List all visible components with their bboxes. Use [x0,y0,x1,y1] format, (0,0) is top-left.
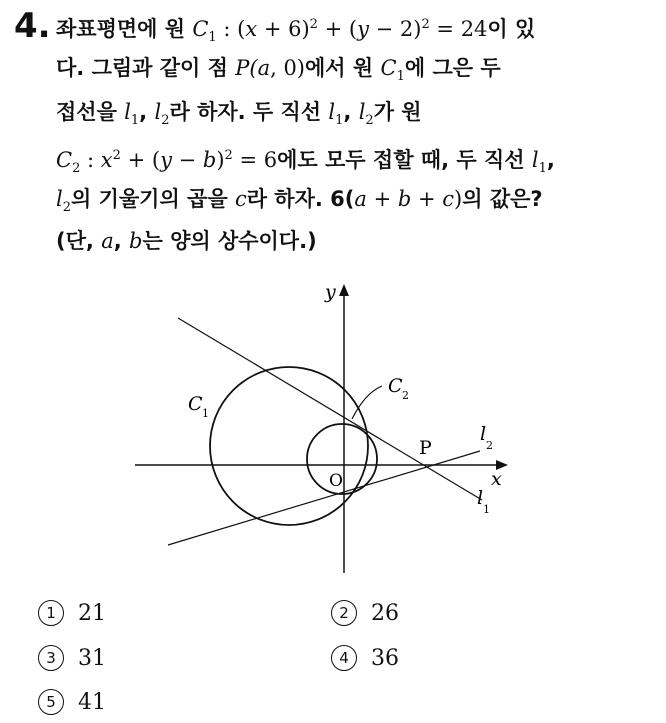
question-line-4: $C_2$ : $x^2 + (y - b)^2 = 6$에도 모두 접할 때, 두 직선 $l_1$, [56,148,555,177]
choice-4[interactable] [331,645,399,671]
choice-5-value: 41 [78,690,106,715]
choice-2[interactable] [331,600,399,626]
c2-label: C [388,375,403,397]
point-p-label: P [419,437,432,459]
question-line-1: 좌표평면에 원 $C_1$ : $(x + 6)^2 + (y - 2)^2 = 24$이 있 [56,17,536,46]
choice-3-mark: 3 [38,645,64,671]
choice-5-mark: 5 [38,689,64,715]
c1-label-sub: 1 [202,407,209,420]
choice-3-value: 31 [78,646,106,671]
question-line-2: 다. 그림과 같이 점 P(a, 0)에서 원 $C_1$에 그은 두 [56,56,501,85]
choice-5[interactable] [38,689,106,715]
choice-2-value: 26 [371,601,399,626]
choice-4-value: 36 [371,646,399,671]
choice-3[interactable] [38,645,106,671]
l2-label-sub: 2 [486,439,493,452]
question-line-6: (단, a, b는 양의 상수이다.) [56,229,317,253]
choice-1[interactable] [38,600,106,626]
choice-1-mark: 1 [38,600,64,626]
y-axis-arrow [339,284,349,296]
choice-4-mark: 4 [331,645,357,671]
choice-1-value: 21 [78,601,106,626]
question-line-5: $l_2$의 기울기의 곱을 c라 하자. 6(a + b + c)의 값은? [56,187,543,216]
question-line-3: 접선을 $l_1$, $l_2$라 하자. 두 직선 $l_1$, $l_2$가 원 [56,100,422,129]
c2-label-sub: 2 [402,389,409,402]
l2-label: l [480,423,487,445]
question-number: 4. [14,6,51,46]
choice-2-mark: 2 [331,600,357,626]
origin-label: O [329,471,343,491]
c2-leader-line [352,386,382,419]
x-axis-label: x [491,468,502,490]
c1-label: C [188,393,203,415]
y-axis-label: y [325,281,336,303]
coordinate-figure [130,278,520,578]
l1-label-sub: 1 [483,503,490,516]
l1-label: l [477,487,484,509]
